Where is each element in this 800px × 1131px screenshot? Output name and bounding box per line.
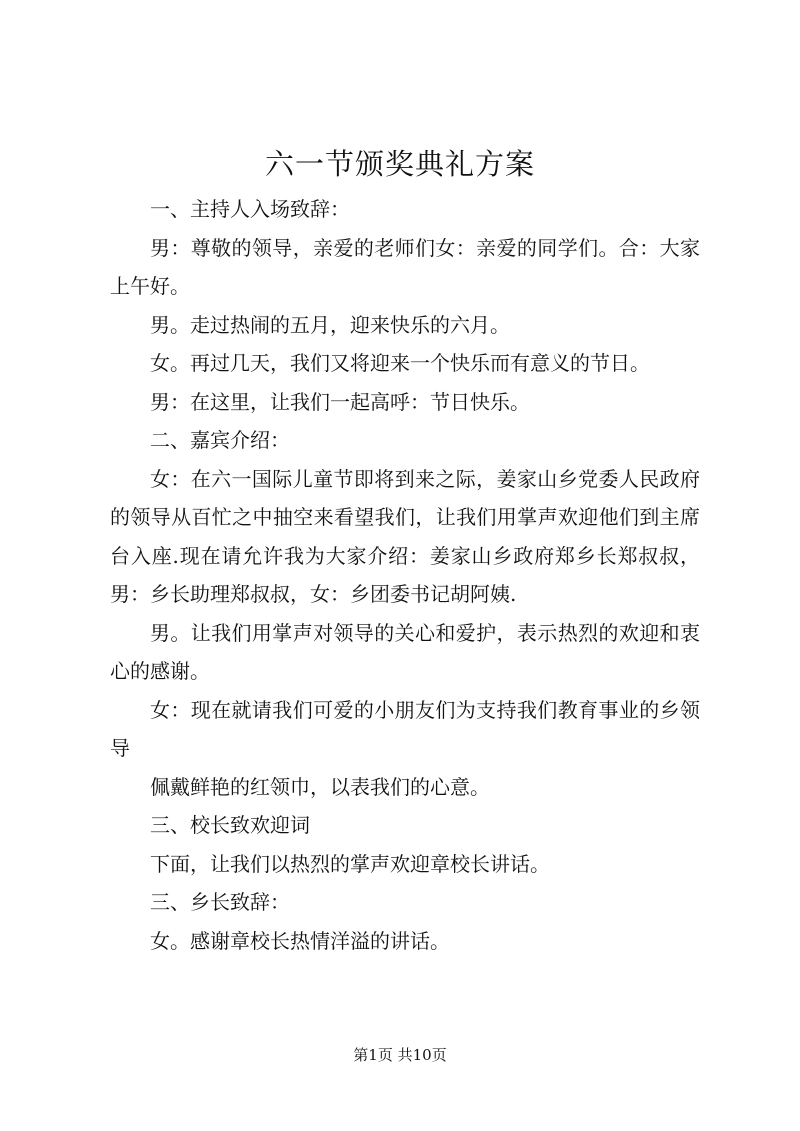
section-heading-host-opening: 一、主持人入场致辞：	[150, 197, 350, 221]
paragraph: 佩戴鲜艳的红领巾，以表我们的心意。	[150, 774, 490, 799]
paragraph: 女。感谢章校长热情洋溢的讲话。	[150, 928, 450, 953]
document-body	[110, 190, 700, 960]
paragraph: 男：尊敬的领导，亲爱的老师们女：亲爱的同学们。合：大家上午好。	[110, 235, 700, 298]
paragraph: 女：在六一国际儿童节即将到来之际，姜家山乡党委人民政府的领导从百忙之中抽空来看望我们，让我们用掌声欢迎他们到主席台入座.现在请允许我为大家介绍：姜家山乡政府郑乡长郑叔叔，男：乡长助理郑叔叔，女：乡团委书记胡阿姨.	[110, 466, 700, 606]
page-title: 六一节颁奖典礼方案	[264, 147, 535, 181]
paragraph: 男：在这里，让我们一起高呼：节日快乐。	[150, 389, 530, 414]
section-heading-guests: 二、嘉宾介绍：	[150, 428, 290, 452]
paragraph: 女：现在就请我们可爱的小朋友们为支持我们教育事业的乡领导	[110, 697, 700, 760]
paragraph: 男。让我们用掌声对领导的关心和爱护，表示热烈的欢迎和衷心的感谢。	[110, 620, 700, 683]
section-heading-principal: 三、校长致欢迎词	[150, 813, 310, 837]
page-number-footer: 第1页 共10页	[353, 1046, 447, 1064]
section-heading-township-head: 三、乡长致辞：	[150, 890, 290, 914]
paragraph: 男。走过热闹的五月，迎来快乐的六月。	[150, 312, 510, 337]
paragraph: 下面，让我们以热烈的掌声欢迎章校长讲话。	[150, 851, 550, 876]
paragraph: 女。再过几天，我们又将迎来一个快乐而有意义的节日。	[150, 351, 650, 375]
